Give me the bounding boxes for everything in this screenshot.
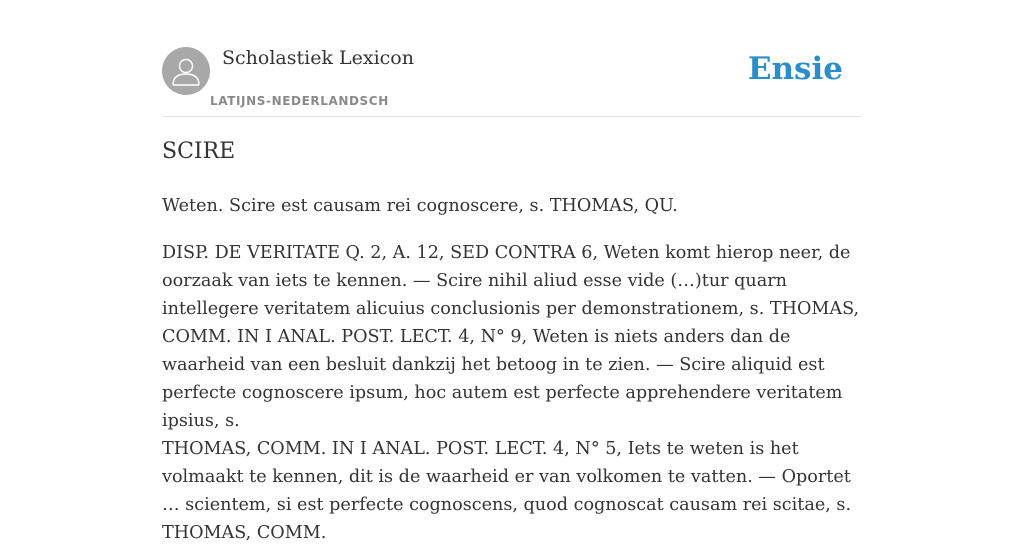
user-avatar-icon[interactable] <box>162 47 210 95</box>
entry-paragraph: Weten. Scire est causam rei cognoscere, s. THOMAS, QU. <box>162 196 678 216</box>
entry-paragraph: THOMAS, COMM. IN I ANAL. POST. LECT. 4, N° 5, Iets te weten is het volmaakt te kennen, dit is de waarheid er van volkomen te vatten. — Oportet … scientem, si est perfecte cognoscens, quod cognoscat causam rei scitae, s. THOMAS, COMM. <box>162 439 852 543</box>
lexicon-title-link[interactable]: Scholastiek Lexicon <box>222 47 414 69</box>
person-outline-icon <box>162 47 210 95</box>
lexicon-header <box>162 47 862 117</box>
entry-title: SCIRE <box>162 139 236 164</box>
ensie-logo[interactable]: Ensie <box>747 51 843 87</box>
entry-paragraph: DISP. DE VERITATE Q. 2, A. 12, SED CONTRA 6, Weten komt hierop neer, de oorzaak van iets te kennen. — Scire nihil aliud esse vide (…)tur quarn intellegere veritatem alicuius conclusionis per demonstrationem, s. THOMAS, COMM. IN I ANAL. POST. LECT. 4, N° 9, Weten is niets anders dan de waarheid van een besluit dankzij het betoog in te zien. — Scire aliquid est perfecte cognoscere ipsum, hoc autem est perfecte apprehendere veritatem ipsius, s. <box>162 243 860 431</box>
lexicon-subtitle: LATIJNS-NEDERLANDSCH <box>210 94 389 108</box>
